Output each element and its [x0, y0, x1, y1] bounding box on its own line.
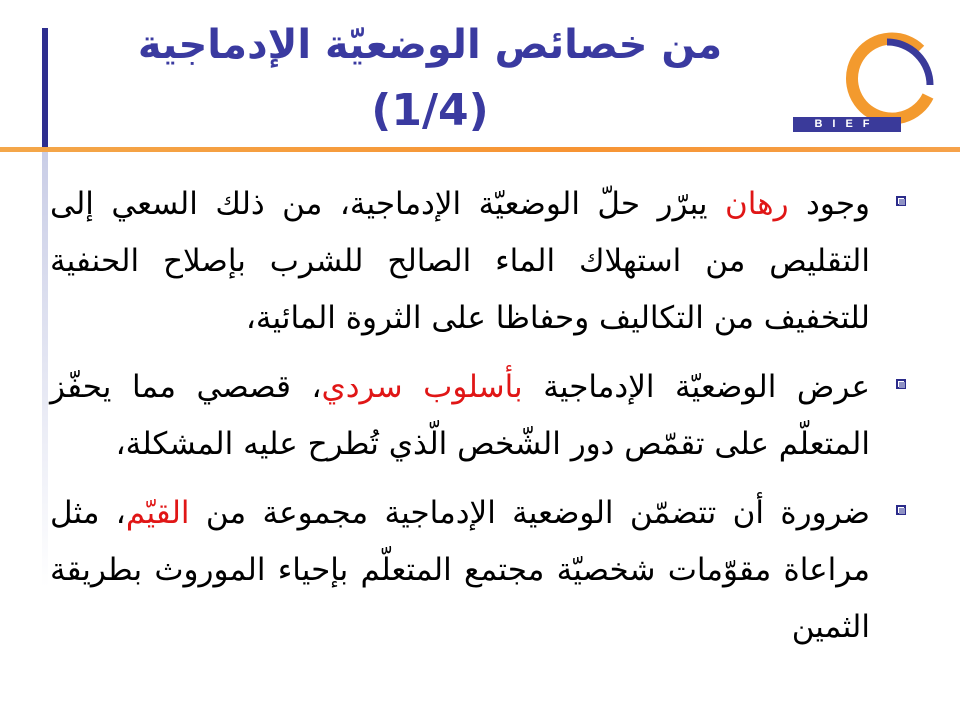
list-item: [50, 359, 906, 473]
item-text: وجود: [788, 186, 870, 222]
square-bullet-icon: [896, 505, 906, 515]
bullet-list: [50, 176, 906, 668]
item-text: ، قصصي مما يحفّز المتعلّم على تقمّص دور الشّخص الّذي تُطرح عليه المشكلة،: [50, 369, 870, 462]
left-fade-bar: [42, 148, 48, 588]
title-accent-bar: [42, 28, 48, 148]
list-item: [50, 485, 906, 656]
title-underline-bar: [0, 147, 960, 152]
list-item: [50, 176, 906, 347]
square-bullet-icon: [896, 379, 906, 389]
highlighted-term: بأسلوب سردي: [321, 369, 523, 405]
highlighted-term: القيّم: [125, 495, 190, 531]
item-text: ، مثل مراعاة مقوّمات شخصيّة مجتمع المتعلّم بإحياء الموروث بطريقة الثمين: [50, 495, 870, 645]
square-bullet-icon: [896, 196, 906, 206]
highlighted-term: رهان: [725, 186, 789, 222]
bief-logo-label: BIEF: [793, 117, 901, 132]
item-text: يبرّر حلّ الوضعيّة الإدماجية، من ذلك السعي إلى التقليص من استهلاك الماء الصالح للشرب بإصلاح الحنفية للتخفيف من التكاليف وحفاظا على الثروة المائية،: [50, 186, 870, 336]
item-text: ضرورة أن تتضمّن الوضعية الإدماجية مجموعة من: [189, 495, 870, 531]
slide-title-part: (1/4): [371, 85, 489, 136]
item-text: عرض الوضعيّة الإدماجية: [522, 369, 870, 405]
slide-title: من خصائص الوضعيّة الإدماجية: [137, 22, 723, 68]
